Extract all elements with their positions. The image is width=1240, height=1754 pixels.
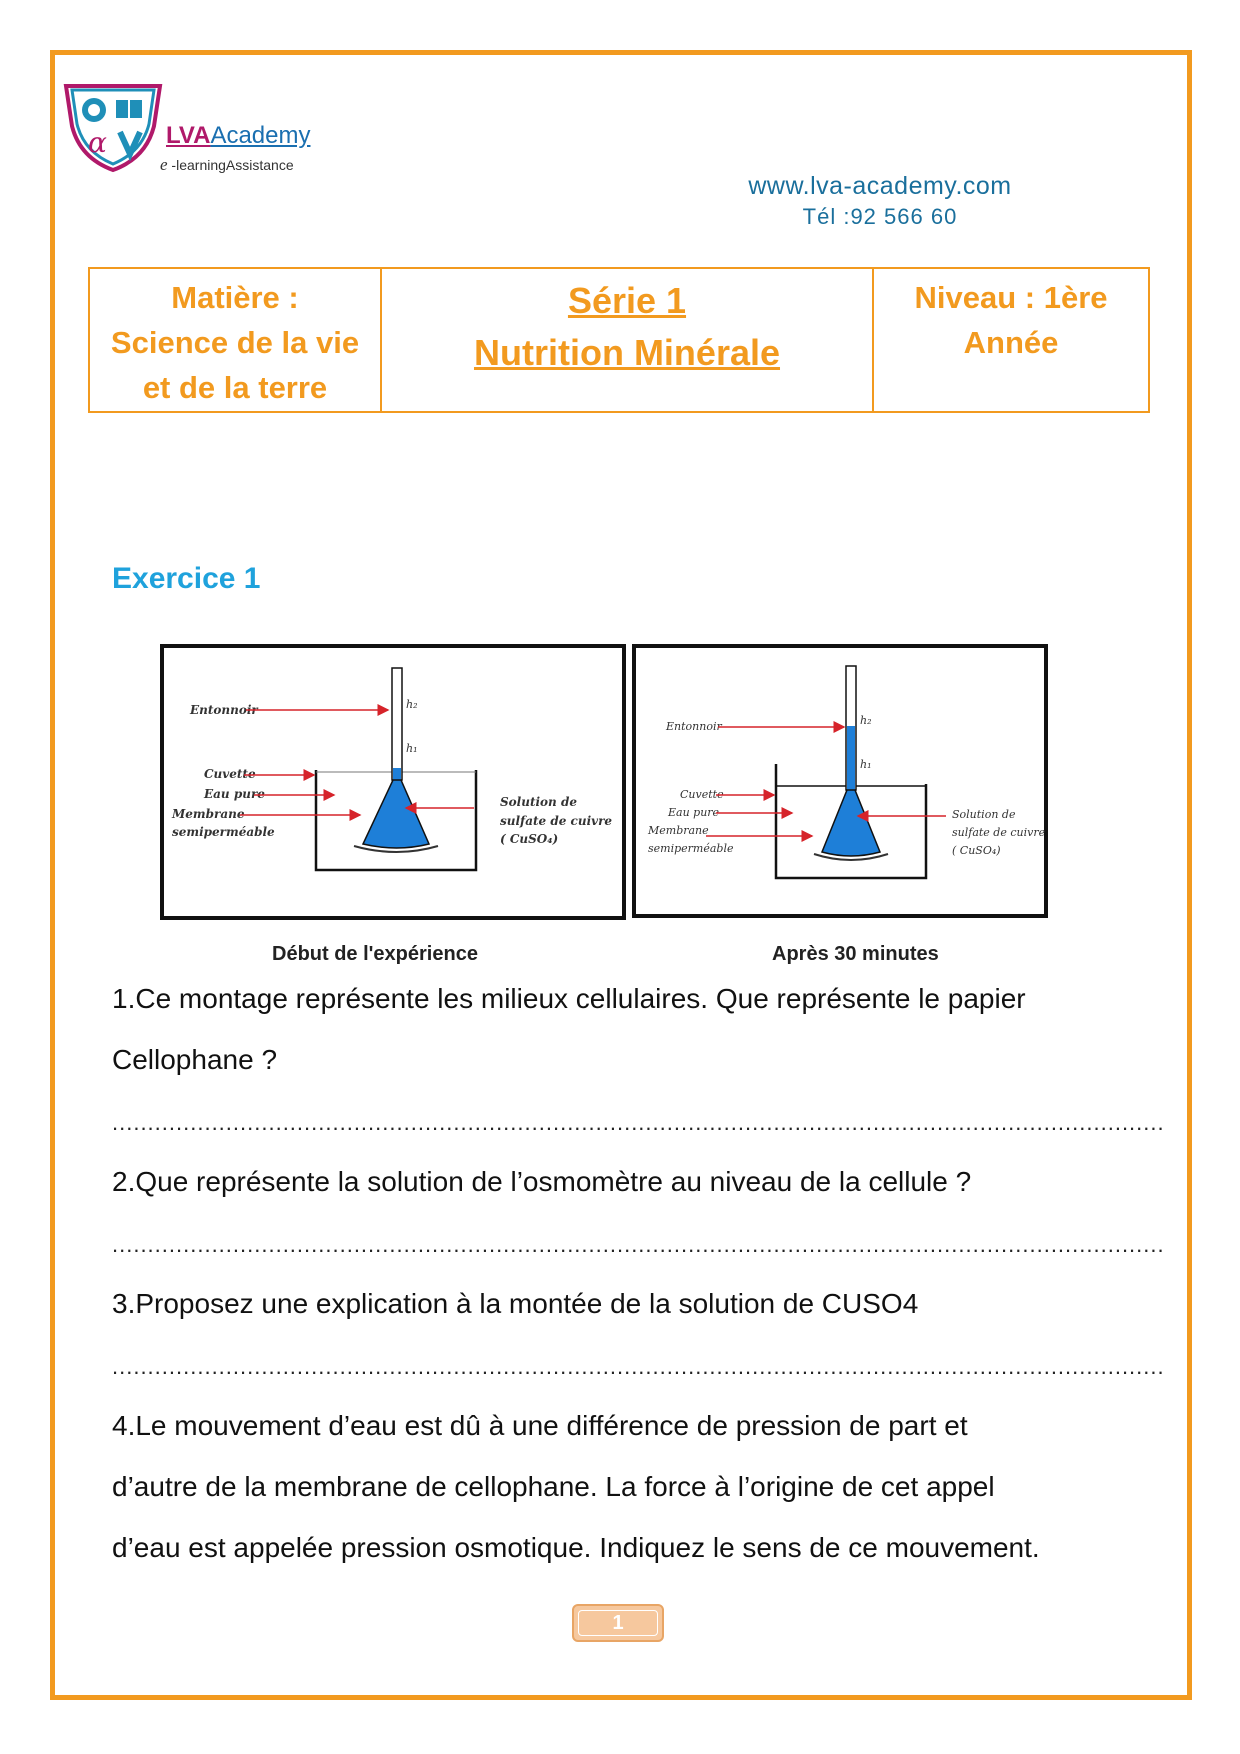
figure-after-30-minutes [632, 644, 1048, 918]
niveau-line2: Année [963, 325, 1059, 360]
tagline-e: e [160, 155, 168, 174]
matiere-cell [89, 268, 381, 412]
funnel-tube [392, 668, 402, 780]
website-link[interactable]: www.lva-academy.com [748, 172, 1012, 200]
label-h2: h₂ [406, 698, 418, 711]
title-cell [381, 268, 873, 412]
matiere-subject-line2: et de la terre [142, 370, 328, 405]
tube-solution-raised [847, 726, 855, 790]
label-entonnoir: Entonnoir [190, 703, 258, 717]
page-number: 1 [572, 1604, 664, 1642]
brand-tagline [160, 155, 294, 175]
answer-line-2[interactable]: .................................................................................................................................................... [112, 1232, 1165, 1257]
label-membrane: Membrane [648, 824, 709, 837]
question-1-line1: 1.Ce montage représente les milieux cellulaires. Que représente le papier [112, 983, 1026, 1014]
label-entonnoir: Entonnoir [666, 720, 722, 733]
funnel-solution [363, 780, 429, 848]
label-solution-3: ( CuSO₄) [952, 844, 1001, 857]
label-solution-2: sulfate de cuivre [500, 814, 613, 828]
question-1-line2: Cellophane ? [112, 1044, 278, 1075]
osmometer-after-diagram [636, 648, 1044, 914]
caption-after-30-minutes: Après 30 minutes [772, 943, 939, 965]
label-solution-2: sulfate de cuivre [952, 826, 1046, 839]
label-solution-1: Solution de [952, 808, 1016, 821]
answer-line-1[interactable]: .................................................................................................................................................... [112, 1110, 1165, 1135]
question-3: 3.Proposez une explication à la montée de la solution de CUSO4 [112, 1288, 919, 1319]
niveau-cell [873, 268, 1149, 412]
header-table [88, 267, 1150, 413]
figure-start-experiment [160, 644, 626, 920]
tube-solution [393, 768, 401, 780]
question-4-line2: d’autre de la membrane de cellophane. La force à l’origine de cet appel [112, 1471, 995, 1502]
label-solution-3: ( CuSO₄) [500, 832, 559, 846]
topic-title: Nutrition Minérale [473, 332, 781, 373]
brand-academy: Academy [210, 122, 311, 149]
label-membrane: Membrane [172, 807, 245, 821]
label-h1: h₁ [860, 758, 872, 771]
label-cuvette: Cuvette [680, 788, 724, 801]
label-h2: h₂ [860, 714, 872, 727]
niveau-line1: Niveau : 1ère [914, 280, 1108, 315]
brand-lva: LVA [166, 122, 211, 149]
label-semipermeable: semiperméable [648, 842, 734, 855]
label-semipermeable: semiperméable [172, 825, 275, 839]
question-2: 2.Que représente la solution de l’osmomètre au niveau de la cellule ? [112, 1166, 972, 1197]
osmometer-start-diagram [164, 648, 622, 916]
question-4-line3: d’eau est appelée pression osmotique. Indiquez le sens de ce mouvement. [112, 1532, 1040, 1563]
label-cuvette: Cuvette [204, 767, 256, 781]
matiere-subject-line1: Science de la vie [110, 325, 360, 360]
answer-line-3[interactable]: .................................................................................................................................................... [112, 1354, 1165, 1379]
label-solution-1: Solution de [500, 795, 577, 809]
phone-number: Tél :92 566 60 [802, 204, 958, 229]
caption-start-experiment: Début de l'expérience [272, 943, 478, 965]
funnel-solution [822, 790, 880, 856]
label-eau-pure: Eau pure [668, 806, 720, 819]
label-h1: h₁ [406, 742, 418, 755]
brand-name [166, 122, 310, 150]
serie-title: Série 1 [567, 280, 687, 321]
matiere-label: Matière : [171, 280, 299, 315]
exercise-title: Exercice 1 [112, 562, 261, 595]
tagline-text: -learningAssistance [167, 157, 294, 173]
lva-academy-logo [58, 80, 168, 172]
label-eau-pure: Eau pure [204, 787, 265, 801]
question-4-line1: 4.Le mouvement d’eau est dû à une différence de pression de part et [112, 1410, 968, 1441]
svg-text:α: α [88, 126, 107, 159]
